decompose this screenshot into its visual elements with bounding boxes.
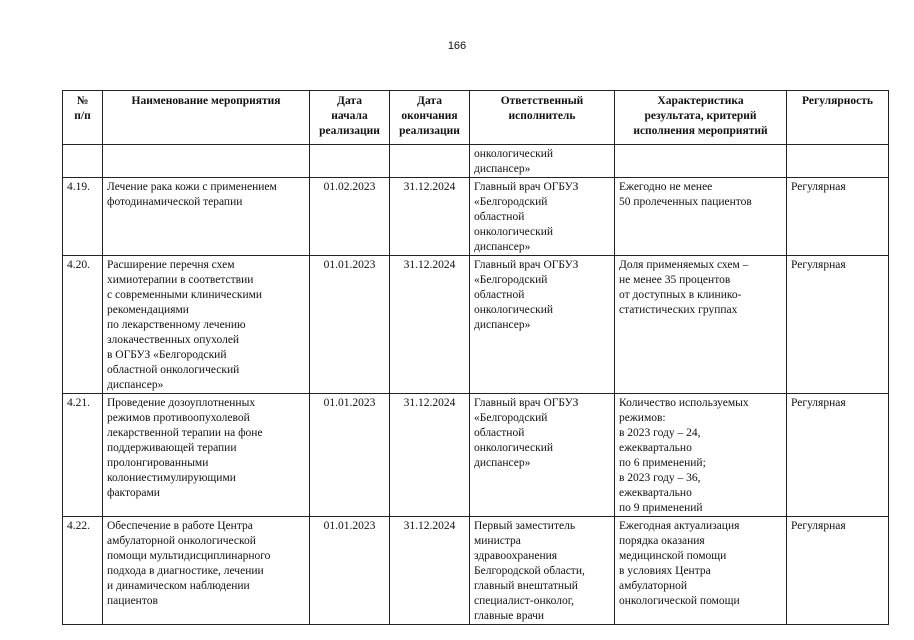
row-name: Обеспечение в работе Центра амбулаторной онкологической помощи мультидисциплинарного подхода в диагностике, лечении и динамическом наблюдении пациентов — [103, 517, 310, 625]
header-end-date: Дата окончания реализации — [390, 91, 470, 145]
row-responsible: Главный врач ОГБУЗ «Белгородский областной онкологический диспансер» — [470, 178, 615, 256]
row-start-date: 01.01.2023 — [310, 517, 390, 625]
row-end-date: 31.12.2024 — [390, 178, 470, 256]
table-row — [63, 394, 889, 517]
row-regularity: Регулярная — [787, 178, 889, 256]
row-start-date: 01.01.2023 — [310, 256, 390, 394]
header-name: Наименование мероприятия — [103, 91, 310, 145]
row-responsible: Главный врач ОГБУЗ «Белгородский областной онкологический диспансер» — [470, 394, 615, 517]
table-row — [63, 178, 889, 256]
table-row — [63, 256, 889, 394]
row-result: Доля применяемых схем – не менее 35 процентов от доступных в клинико- статистических группах — [615, 256, 787, 394]
row-result: Ежегодно не менее 50 пролеченных пациентов — [615, 178, 787, 256]
table-cell — [787, 145, 889, 178]
row-responsible: Главный врач ОГБУЗ «Белгородский областной онкологический диспансер» — [470, 256, 615, 394]
row-name: Расширение перечня схем химиотерапии в соответствии с современными клиническими рекомендациями по лекарственному лечению злокачественных опухолей в ОГБУЗ «Белгородский областной онкологический диспансер» — [103, 256, 310, 394]
row-end-date: 31.12.2024 — [390, 394, 470, 517]
measures-table — [62, 90, 889, 625]
header-start-date: Дата начала реализации — [310, 91, 390, 145]
row-regularity: Регулярная — [787, 517, 889, 625]
row-result: Ежегодная актуализация порядка оказания медицинской помощи в условиях Центра амбулаторной онкологической помощи — [615, 517, 787, 625]
row-name: Проведение дозоуплотненных режимов противоопухолевой лекарственной терапии на фоне поддерживающей терапии пролонгированными колониестимулирующими факторами — [103, 394, 310, 517]
row-num: 4.19. — [63, 178, 103, 256]
row-end-date: 31.12.2024 — [390, 517, 470, 625]
header-row — [63, 91, 889, 145]
row-num: 4.22. — [63, 517, 103, 625]
row-regularity: Регулярная — [787, 394, 889, 517]
row-start-date: 01.01.2023 — [310, 394, 390, 517]
table-cell — [615, 145, 787, 178]
row-regularity: Регулярная — [787, 256, 889, 394]
table-cell — [390, 145, 470, 178]
table-row — [63, 517, 889, 625]
row-end-date: 31.12.2024 — [390, 256, 470, 394]
continuation-row — [63, 145, 889, 178]
table-cell — [103, 145, 310, 178]
header-num: № п/п — [63, 91, 103, 145]
row-num: 4.21. — [63, 394, 103, 517]
continuation-responsible: онкологический диспансер» — [470, 145, 615, 178]
row-responsible: Первый заместитель министра здравоохранения Белгородской области, главный внештатный специалист-онколог, главные врачи — [470, 517, 615, 625]
row-name: Лечение рака кожи с применением фотодинамической терапии — [103, 178, 310, 256]
table-cell — [63, 145, 103, 178]
page-number: 166 — [447, 40, 467, 52]
table-cell — [310, 145, 390, 178]
header-responsible: Ответственный исполнитель — [470, 91, 615, 145]
row-start-date: 01.02.2023 — [310, 178, 390, 256]
row-result: Количество используемых режимов: в 2023 году – 24, ежеквартально по 6 применений; в 2023 году – 36, ежеквартально по 9 применений — [615, 394, 787, 517]
row-num: 4.20. — [63, 256, 103, 394]
header-result: Характеристика результата, критерий исполнения мероприятий — [615, 91, 787, 145]
header-regularity: Регулярность — [787, 91, 889, 145]
